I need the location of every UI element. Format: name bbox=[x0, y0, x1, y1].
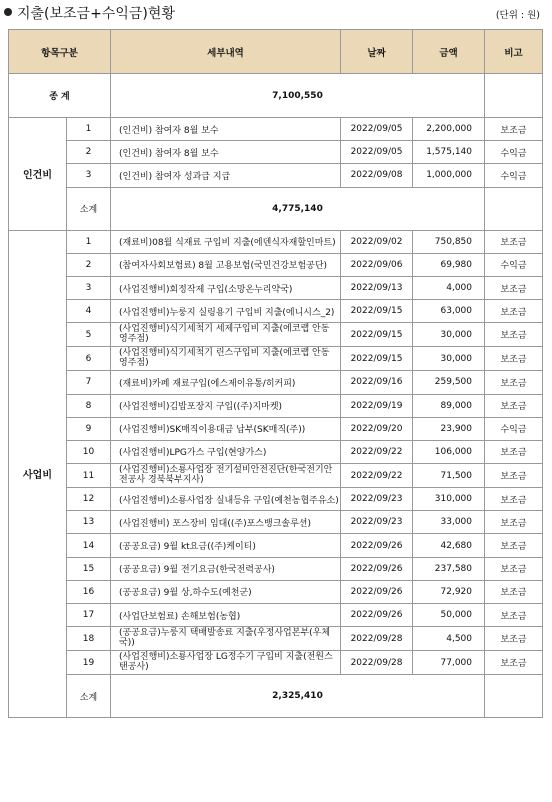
subtotal-label: 소계 bbox=[67, 675, 111, 718]
column-header-date: 날짜 bbox=[341, 30, 413, 74]
row-note: 수익금 bbox=[485, 417, 543, 440]
row-amount: 750,850 bbox=[413, 230, 485, 253]
row-date: 2022/09/13 bbox=[341, 276, 413, 299]
page-header bbox=[0, 0, 552, 28]
row-detail: (공공요금) 9월 상,하수도(예천군) bbox=[111, 580, 341, 603]
table-row bbox=[9, 511, 543, 534]
table-row bbox=[9, 534, 543, 557]
table-row bbox=[9, 651, 543, 675]
row-detail: (사업진행비)SK매직이용대금 납부(SK매직(주)) bbox=[111, 417, 341, 440]
row-amount: 4,500 bbox=[413, 627, 485, 651]
row-detail: (사업진행비)소룡사업장 LG정수기 구입비 지출(전원스탠공사) bbox=[111, 651, 341, 675]
row-note: 보조금 bbox=[485, 534, 543, 557]
row-amount: 33,000 bbox=[413, 511, 485, 534]
row-number: 15 bbox=[67, 557, 111, 580]
row-note: 보조금 bbox=[485, 627, 543, 651]
row-note: 보조금 bbox=[485, 464, 543, 488]
table-row bbox=[9, 394, 543, 417]
row-number: 9 bbox=[67, 417, 111, 440]
table-row bbox=[9, 371, 543, 394]
table-row bbox=[9, 323, 543, 347]
row-note: 보조금 bbox=[485, 300, 543, 323]
row-date: 2022/09/05 bbox=[341, 118, 413, 141]
bullet-icon bbox=[4, 8, 12, 16]
row-note: 보조금 bbox=[485, 347, 543, 371]
row-amount: 77,000 bbox=[413, 651, 485, 675]
table-row bbox=[9, 557, 543, 580]
row-date: 2022/09/22 bbox=[341, 440, 413, 463]
row-number: 10 bbox=[67, 440, 111, 463]
row-amount: 42,680 bbox=[413, 534, 485, 557]
row-amount: 30,000 bbox=[413, 323, 485, 347]
table-row bbox=[9, 164, 543, 187]
row-date: 2022/09/28 bbox=[341, 651, 413, 675]
table-header-row bbox=[9, 30, 543, 74]
row-detail: (사업진행비)소룡사업장 실내등유 구입(예천농협주유소) bbox=[111, 488, 341, 511]
row-detail: (사업진행비)회정작제 구입(소망온누리약국) bbox=[111, 276, 341, 299]
row-number: 1 bbox=[67, 118, 111, 141]
row-number: 11 bbox=[67, 464, 111, 488]
table-row bbox=[9, 347, 543, 371]
row-date: 2022/09/23 bbox=[341, 488, 413, 511]
row-detail: (공공요금) 9월 전기요금(한국전력공사) bbox=[111, 557, 341, 580]
row-number: 3 bbox=[67, 276, 111, 299]
table-row bbox=[9, 118, 543, 141]
grand-total-note bbox=[485, 74, 543, 118]
row-note: 보조금 bbox=[485, 118, 543, 141]
row-amount: 72,920 bbox=[413, 580, 485, 603]
row-amount: 4,000 bbox=[413, 276, 485, 299]
group-label: 인건비 bbox=[9, 118, 67, 231]
grand-total-row bbox=[9, 74, 543, 118]
row-date: 2022/09/08 bbox=[341, 164, 413, 187]
table-row bbox=[9, 276, 543, 299]
subtotal-amount: 2,325,410 bbox=[111, 675, 485, 718]
table-row bbox=[9, 230, 543, 253]
table-row bbox=[9, 604, 543, 627]
row-note: 수익금 bbox=[485, 141, 543, 164]
row-number: 1 bbox=[67, 230, 111, 253]
row-note: 보조금 bbox=[485, 323, 543, 347]
row-date: 2022/09/23 bbox=[341, 511, 413, 534]
row-amount: 1,575,140 bbox=[413, 141, 485, 164]
subtotal-row bbox=[9, 187, 543, 230]
row-number: 18 bbox=[67, 627, 111, 651]
row-detail: (인건비) 참여자 성과급 지급 bbox=[111, 164, 341, 187]
column-header-note: 비고 bbox=[485, 30, 543, 74]
row-amount: 310,000 bbox=[413, 488, 485, 511]
row-date: 2022/09/15 bbox=[341, 347, 413, 371]
row-detail: (공공요금) 9월 kt요금((주)케이티) bbox=[111, 534, 341, 557]
row-detail: (재료비)카페 재료구입(에스제이유통/히커피) bbox=[111, 371, 341, 394]
grand-total-amount: 7,100,550 bbox=[111, 74, 485, 118]
row-number: 14 bbox=[67, 534, 111, 557]
table-row bbox=[9, 488, 543, 511]
row-amount: 1,000,000 bbox=[413, 164, 485, 187]
row-date: 2022/09/19 bbox=[341, 394, 413, 417]
row-detail: (사업진행비)김밥포장지 구입((주)지마켓) bbox=[111, 394, 341, 417]
row-number: 13 bbox=[67, 511, 111, 534]
row-detail: (공공요금)누룽지 택배발송료 지출(우정사업본부(우체국)) bbox=[111, 627, 341, 651]
row-number: 7 bbox=[67, 371, 111, 394]
row-number: 2 bbox=[67, 141, 111, 164]
row-detail: (사업진행비)LPG가스 구입(현양가스) bbox=[111, 440, 341, 463]
subtotal-amount: 4,775,140 bbox=[111, 187, 485, 230]
unit-label: (단위 : 원) bbox=[495, 10, 540, 21]
row-detail: (인건비) 참여자 8월 보수 bbox=[111, 118, 341, 141]
row-date: 2022/09/26 bbox=[341, 604, 413, 627]
row-date: 2022/09/28 bbox=[341, 627, 413, 651]
table-row bbox=[9, 464, 543, 488]
page-title-text: 지출(보조금+수익금)현황 bbox=[17, 6, 175, 22]
table-row bbox=[9, 300, 543, 323]
subtotal-note bbox=[485, 675, 543, 718]
row-date: 2022/09/05 bbox=[341, 141, 413, 164]
row-date: 2022/09/02 bbox=[341, 230, 413, 253]
row-note: 보조금 bbox=[485, 371, 543, 394]
row-note: 보조금 bbox=[485, 557, 543, 580]
expense-table bbox=[8, 29, 543, 718]
row-number: 3 bbox=[67, 164, 111, 187]
row-date: 2022/09/20 bbox=[341, 417, 413, 440]
row-detail: (사업진행비) 포스장비 임대((주)포스뱅크솔루션) bbox=[111, 511, 341, 534]
row-note: 보조금 bbox=[485, 276, 543, 299]
row-number: 8 bbox=[67, 394, 111, 417]
page-title bbox=[4, 3, 175, 23]
row-amount: 30,000 bbox=[413, 347, 485, 371]
column-header-detail: 세부내역 bbox=[111, 30, 341, 74]
table-row bbox=[9, 440, 543, 463]
row-number: 2 bbox=[67, 253, 111, 276]
row-date: 2022/09/26 bbox=[341, 580, 413, 603]
table-row bbox=[9, 253, 543, 276]
row-amount: 106,000 bbox=[413, 440, 485, 463]
row-detail: (참여자사회보험료) 8월 고용보험(국민건강보험공단) bbox=[111, 253, 341, 276]
row-date: 2022/09/26 bbox=[341, 534, 413, 557]
row-date: 2022/09/22 bbox=[341, 464, 413, 488]
row-amount: 69,980 bbox=[413, 253, 485, 276]
row-amount: 71,500 bbox=[413, 464, 485, 488]
row-amount: 23,900 bbox=[413, 417, 485, 440]
column-header-amount: 금액 bbox=[413, 30, 485, 74]
row-number: 4 bbox=[67, 300, 111, 323]
group-label: 사업비 bbox=[9, 230, 67, 718]
row-detail: (재료비)08월 식재료 구입비 지출(에덴식자재할인마트) bbox=[111, 230, 341, 253]
row-note: 보조금 bbox=[485, 230, 543, 253]
row-number: 6 bbox=[67, 347, 111, 371]
row-number: 19 bbox=[67, 651, 111, 675]
row-number: 12 bbox=[67, 488, 111, 511]
row-note: 보조금 bbox=[485, 511, 543, 534]
row-detail: (사업진행비)누룽지 실링용기 구입비 지출(에니시스_2) bbox=[111, 300, 341, 323]
row-date: 2022/09/15 bbox=[341, 300, 413, 323]
column-header-category: 항목구분 bbox=[9, 30, 111, 74]
row-note: 보조금 bbox=[485, 604, 543, 627]
row-amount: 2,200,000 bbox=[413, 118, 485, 141]
row-number: 17 bbox=[67, 604, 111, 627]
row-detail: (사업단보험료) 손해보험(농협) bbox=[111, 604, 341, 627]
row-amount: 89,000 bbox=[413, 394, 485, 417]
row-note: 수익금 bbox=[485, 164, 543, 187]
table-row bbox=[9, 141, 543, 164]
row-detail: (사업진행비)식기세척기 세제구입비 지출(에코랩 안동 영주점) bbox=[111, 323, 341, 347]
row-amount: 63,000 bbox=[413, 300, 485, 323]
row-number: 16 bbox=[67, 580, 111, 603]
subtotal-note bbox=[485, 187, 543, 230]
row-amount: 259,500 bbox=[413, 371, 485, 394]
row-note: 보조금 bbox=[485, 580, 543, 603]
row-note: 보조금 bbox=[485, 440, 543, 463]
row-amount: 50,000 bbox=[413, 604, 485, 627]
table-row bbox=[9, 417, 543, 440]
row-date: 2022/09/15 bbox=[341, 323, 413, 347]
table-row bbox=[9, 627, 543, 651]
row-date: 2022/09/06 bbox=[341, 253, 413, 276]
table-row bbox=[9, 580, 543, 603]
subtotal-label: 소계 bbox=[67, 187, 111, 230]
row-number: 5 bbox=[67, 323, 111, 347]
row-detail: (사업진행비)소룡사업장 전기설비안전진단(한국전기안전공사 경북북부지사) bbox=[111, 464, 341, 488]
row-detail: (사업진행비)식기세척기 린스구입비 지출(에코랩 안동 영주점) bbox=[111, 347, 341, 371]
row-date: 2022/09/26 bbox=[341, 557, 413, 580]
row-note: 보조금 bbox=[485, 394, 543, 417]
subtotal-row bbox=[9, 675, 543, 718]
row-amount: 237,580 bbox=[413, 557, 485, 580]
row-detail: (인건비) 참여자 8월 보수 bbox=[111, 141, 341, 164]
row-note: 보조금 bbox=[485, 651, 543, 675]
row-note: 보조금 bbox=[485, 488, 543, 511]
grand-total-label: 종 계 bbox=[9, 74, 111, 118]
row-date: 2022/09/16 bbox=[341, 371, 413, 394]
row-note: 수익금 bbox=[485, 253, 543, 276]
